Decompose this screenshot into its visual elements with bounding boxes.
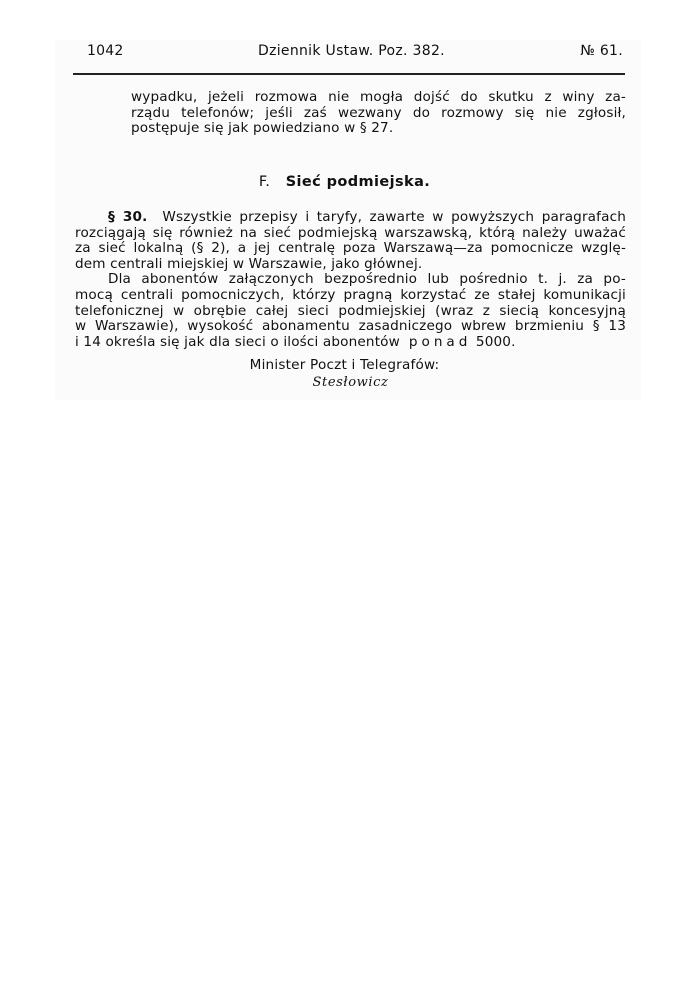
- text-line: dem centrali miejskiej w Warszawie, jako głównej.: [75, 255, 423, 272]
- paragraph-text: Wszystkie przepisy i taryfy, zawarte w powyższych paragrafach: [162, 209, 626, 225]
- text-line: wypadku, jeżeli rozmowa nie mogła dojść do skutku z winy za-: [131, 89, 626, 105]
- issue-number: № 61.: [580, 43, 623, 59]
- continuation-paragraph: [75, 90, 626, 137]
- paragraph-label: § 30.: [108, 209, 148, 225]
- text-line: telefonicznej w obrębie całej sieci podmiejskiej (wraz z siecią koncesyjną: [75, 302, 626, 319]
- text-line: za sieć lokalną (§ 2), a jej centralę poza Warszawą—za pomocnicze wzglę-: [75, 240, 626, 257]
- page-header: [73, 40, 626, 66]
- text-line: [75, 335, 626, 351]
- text-line: rozciągają się również na sieć podmiejską warszawską, którą należy uważać: [75, 224, 626, 241]
- text-line: postępuje się jak powiedziano w § 27.: [131, 120, 394, 137]
- journal-title: Dziennik Ustaw. Poz. 382.: [258, 43, 445, 59]
- text-line: rządu telefonów; jeśli zaś wezwany do rozmowy się nie zgłosił,: [131, 104, 626, 121]
- section-title: Sieć podmiejska.: [285, 174, 431, 190]
- emphasized-word: ponad: [408, 333, 472, 350]
- paragraph-30: [75, 210, 626, 350]
- text-line: [75, 210, 626, 226]
- text-line: w Warszawie), wysokość abonamentu zasadniczego wbrew brzmieniu § 13: [75, 318, 626, 335]
- text-line: Dla abonentów załączonych bezpośrednio lub pośrednio t. j. za po-: [108, 271, 626, 288]
- section-letter: F.: [258, 174, 271, 190]
- paragraph-text: 5000.: [475, 333, 516, 350]
- signature-name: Stesłowicz: [312, 375, 389, 390]
- signature-title: Minister Poczt i Telegrafów:: [249, 357, 440, 373]
- paragraph-text: i 14 określa się jak dla sieci o ilości abonentów: [75, 333, 400, 350]
- text-line: mocą centrali pomocniczych, którzy pragną korzystać ze stałej komunikacji: [75, 286, 626, 303]
- signature-block: [0, 357, 689, 391]
- header-rule: [73, 73, 625, 75]
- page-number: 1042: [87, 43, 124, 59]
- section-heading: [0, 174, 689, 190]
